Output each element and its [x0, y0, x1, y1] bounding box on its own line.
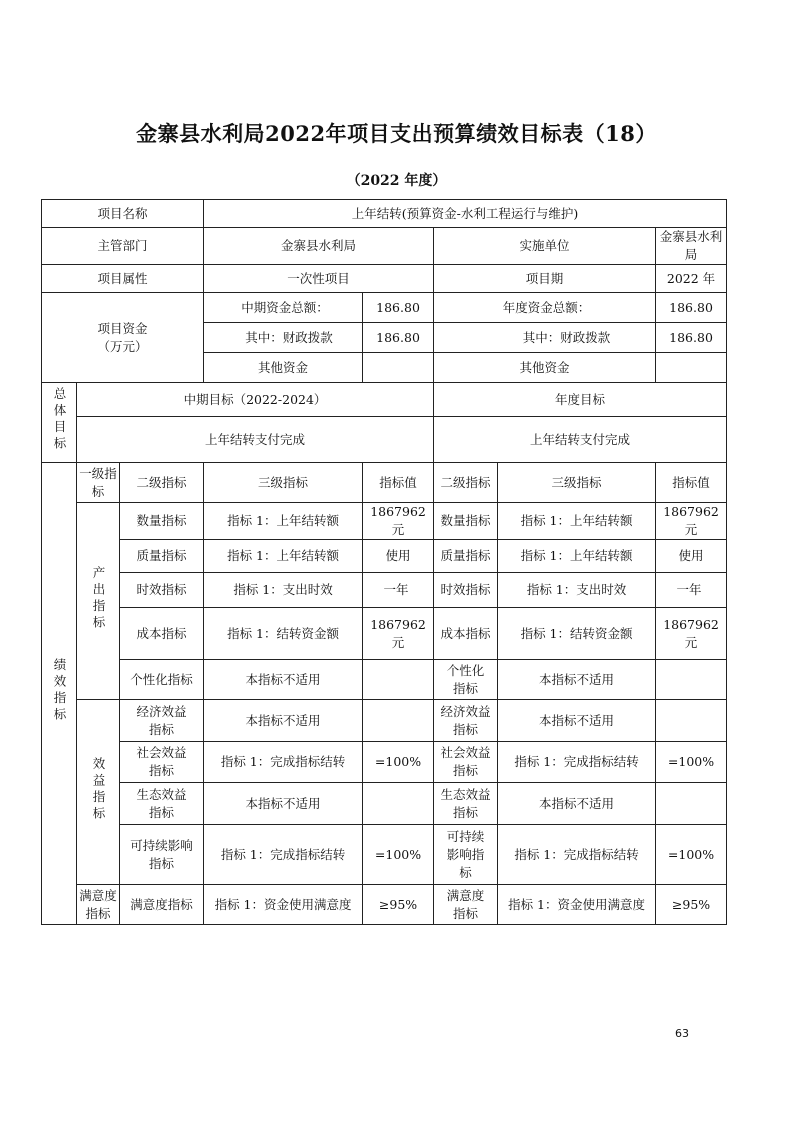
page-number: 63: [675, 1027, 689, 1040]
dept-label: 主管部门: [42, 228, 204, 265]
year-total-label: 年度资金总额：: [434, 293, 656, 323]
level2-year: 经济效益指标: [434, 700, 498, 742]
level3-year: 指标 1：资金使用满意度: [498, 885, 656, 925]
period-label: 项目期: [434, 265, 656, 293]
mid-total-label: 中期资金总额：: [204, 293, 363, 323]
mid-other-value: [363, 353, 434, 383]
funds-label: 项目资金 （万元）: [42, 293, 204, 383]
document-subtitle: （2022 年度）: [346, 173, 447, 189]
level3-year: 本指标不适用: [498, 700, 656, 742]
year-other-value: [656, 353, 727, 383]
header-level3-year: 三级指标: [498, 463, 656, 503]
table-row: [42, 783, 727, 825]
level3-year: 指标 1：上年结转额: [498, 540, 656, 573]
value-mid: =100%: [363, 825, 434, 885]
level3-mid: 指标 1：上年结转额: [204, 540, 363, 573]
table-row: [42, 573, 727, 608]
header-level1: 一级指标: [77, 463, 120, 503]
row-perf-header: [42, 463, 727, 503]
level3-year: 指标 1：支出时效: [498, 573, 656, 608]
table-row: [42, 540, 727, 573]
mid-other-label: 其他资金: [204, 353, 363, 383]
mid-fiscal-label: 其中：财政拨款: [204, 323, 363, 353]
table-row: [42, 885, 727, 925]
row-department: [42, 228, 727, 265]
mid-total-value: 186.80: [363, 293, 434, 323]
level2-year: 生态效益指标: [434, 783, 498, 825]
level2-mid: 生态效益指标: [120, 783, 204, 825]
level3-mid: 指标 1：支出时效: [204, 573, 363, 608]
overall-mid-text: 上年结转支付完成: [77, 417, 434, 463]
level2-mid: 满意度指标: [120, 885, 204, 925]
level2-year: 时效指标: [434, 573, 498, 608]
value-mid: [363, 783, 434, 825]
level2-mid: 个性化指标: [120, 660, 204, 700]
period-value: 2022 年: [656, 265, 727, 293]
project-name-value: 上年结转(预算资金-水利工程运行与维护): [204, 200, 727, 228]
level2-year: 成本指标: [434, 608, 498, 660]
value-year: =100%: [656, 742, 727, 783]
impl-label: 实施单位: [434, 228, 656, 265]
satisfaction-label: 满意度指标: [77, 885, 120, 925]
level3-mid: 指标 1：上年结转额: [204, 503, 363, 540]
level3-mid: 指标 1：结转资金额: [204, 608, 363, 660]
level3-year: 指标 1：结转资金额: [498, 608, 656, 660]
level3-mid: 本指标不适用: [204, 660, 363, 700]
value-year: [656, 700, 727, 742]
year-fiscal-value: 186.80: [656, 323, 727, 353]
row-project-name: [42, 200, 727, 228]
level2-mid: 时效指标: [120, 573, 204, 608]
table-row: [42, 825, 727, 885]
project-name-label: 项目名称: [42, 200, 204, 228]
attr-value: 一次性项目: [204, 265, 434, 293]
table-row: [42, 742, 727, 783]
year-other-label: 其他资金: [434, 353, 656, 383]
level3-mid: 指标 1：完成指标结转: [204, 825, 363, 885]
level2-year: 质量指标: [434, 540, 498, 573]
row-overall-content: [42, 417, 727, 463]
value-year: 1867962 元: [656, 503, 727, 540]
header-level3-mid: 三级指标: [204, 463, 363, 503]
level3-year: 指标 1：上年结转额: [498, 503, 656, 540]
level3-mid: 指标 1：资金使用满意度: [204, 885, 363, 925]
perf-label: 绩效指标: [42, 463, 77, 925]
value-mid: =100%: [363, 742, 434, 783]
level2-year: 数量指标: [434, 503, 498, 540]
level2-year: 社会效益指标: [434, 742, 498, 783]
level3-mid: 指标 1：完成指标结转: [204, 742, 363, 783]
overall-mid-header: 中期目标（2022-2024）: [77, 383, 434, 417]
level2-mid: 质量指标: [120, 540, 204, 573]
level3-mid: 本指标不适用: [204, 700, 363, 742]
value-mid: [363, 660, 434, 700]
benefit-label: 效益指标: [77, 700, 120, 885]
header-level2-year: 二级指标: [434, 463, 498, 503]
value-mid: 1867962 元: [363, 503, 434, 540]
performance-target-table: [41, 199, 727, 925]
value-year: 1867962 元: [656, 608, 727, 660]
year-total-value: 186.80: [656, 293, 727, 323]
table-row: [42, 503, 727, 540]
level2-year: 可持续影响指标: [434, 825, 498, 885]
level3-year: 本指标不适用: [498, 660, 656, 700]
level2-year: 满意度指标: [434, 885, 498, 925]
row-funds-total: [42, 293, 727, 323]
level2-mid: 可持续影响指标: [120, 825, 204, 885]
level2-mid: 成本指标: [120, 608, 204, 660]
document-title: 金寨县水利局2022年项目支出预算绩效目标表（18）: [136, 121, 657, 146]
level3-year: 指标 1：完成指标结转: [498, 825, 656, 885]
level3-year: 指标 1：完成指标结转: [498, 742, 656, 783]
dept-value: 金寨县水利局: [204, 228, 434, 265]
level2-mid: 数量指标: [120, 503, 204, 540]
impl-value: 金寨县水利局: [656, 228, 727, 265]
table-row: [42, 660, 727, 700]
mid-fiscal-value: 186.80: [363, 323, 434, 353]
overall-year-text: 上年结转支付完成: [434, 417, 727, 463]
overall-year-header: 年度目标: [434, 383, 727, 417]
header-value-mid: 指标值: [363, 463, 434, 503]
level2-mid: 经济效益指标: [120, 700, 204, 742]
value-year: 使用: [656, 540, 727, 573]
value-mid: 1867962 元: [363, 608, 434, 660]
row-overall-header: [42, 383, 727, 417]
level2-mid: 社会效益指标: [120, 742, 204, 783]
header-level2-mid: 二级指标: [120, 463, 204, 503]
value-year: 一年: [656, 573, 727, 608]
value-year: [656, 660, 727, 700]
row-attribute: [42, 265, 727, 293]
level3-year: 本指标不适用: [498, 783, 656, 825]
level2-year: 个性化指标: [434, 660, 498, 700]
table-row: [42, 700, 727, 742]
table-row: [42, 608, 727, 660]
value-year: ≥95%: [656, 885, 727, 925]
value-mid: 一年: [363, 573, 434, 608]
output-label: 产出指标: [77, 503, 120, 700]
attr-label: 项目属性: [42, 265, 204, 293]
year-fiscal-label: 其中：财政拨款: [434, 323, 656, 353]
value-year: =100%: [656, 825, 727, 885]
overall-label: 总体目标: [42, 383, 77, 463]
value-mid: [363, 700, 434, 742]
value-mid: 使用: [363, 540, 434, 573]
level3-mid: 本指标不适用: [204, 783, 363, 825]
header-value-year: 指标值: [656, 463, 727, 503]
value-mid: ≥95%: [363, 885, 434, 925]
value-year: [656, 783, 727, 825]
